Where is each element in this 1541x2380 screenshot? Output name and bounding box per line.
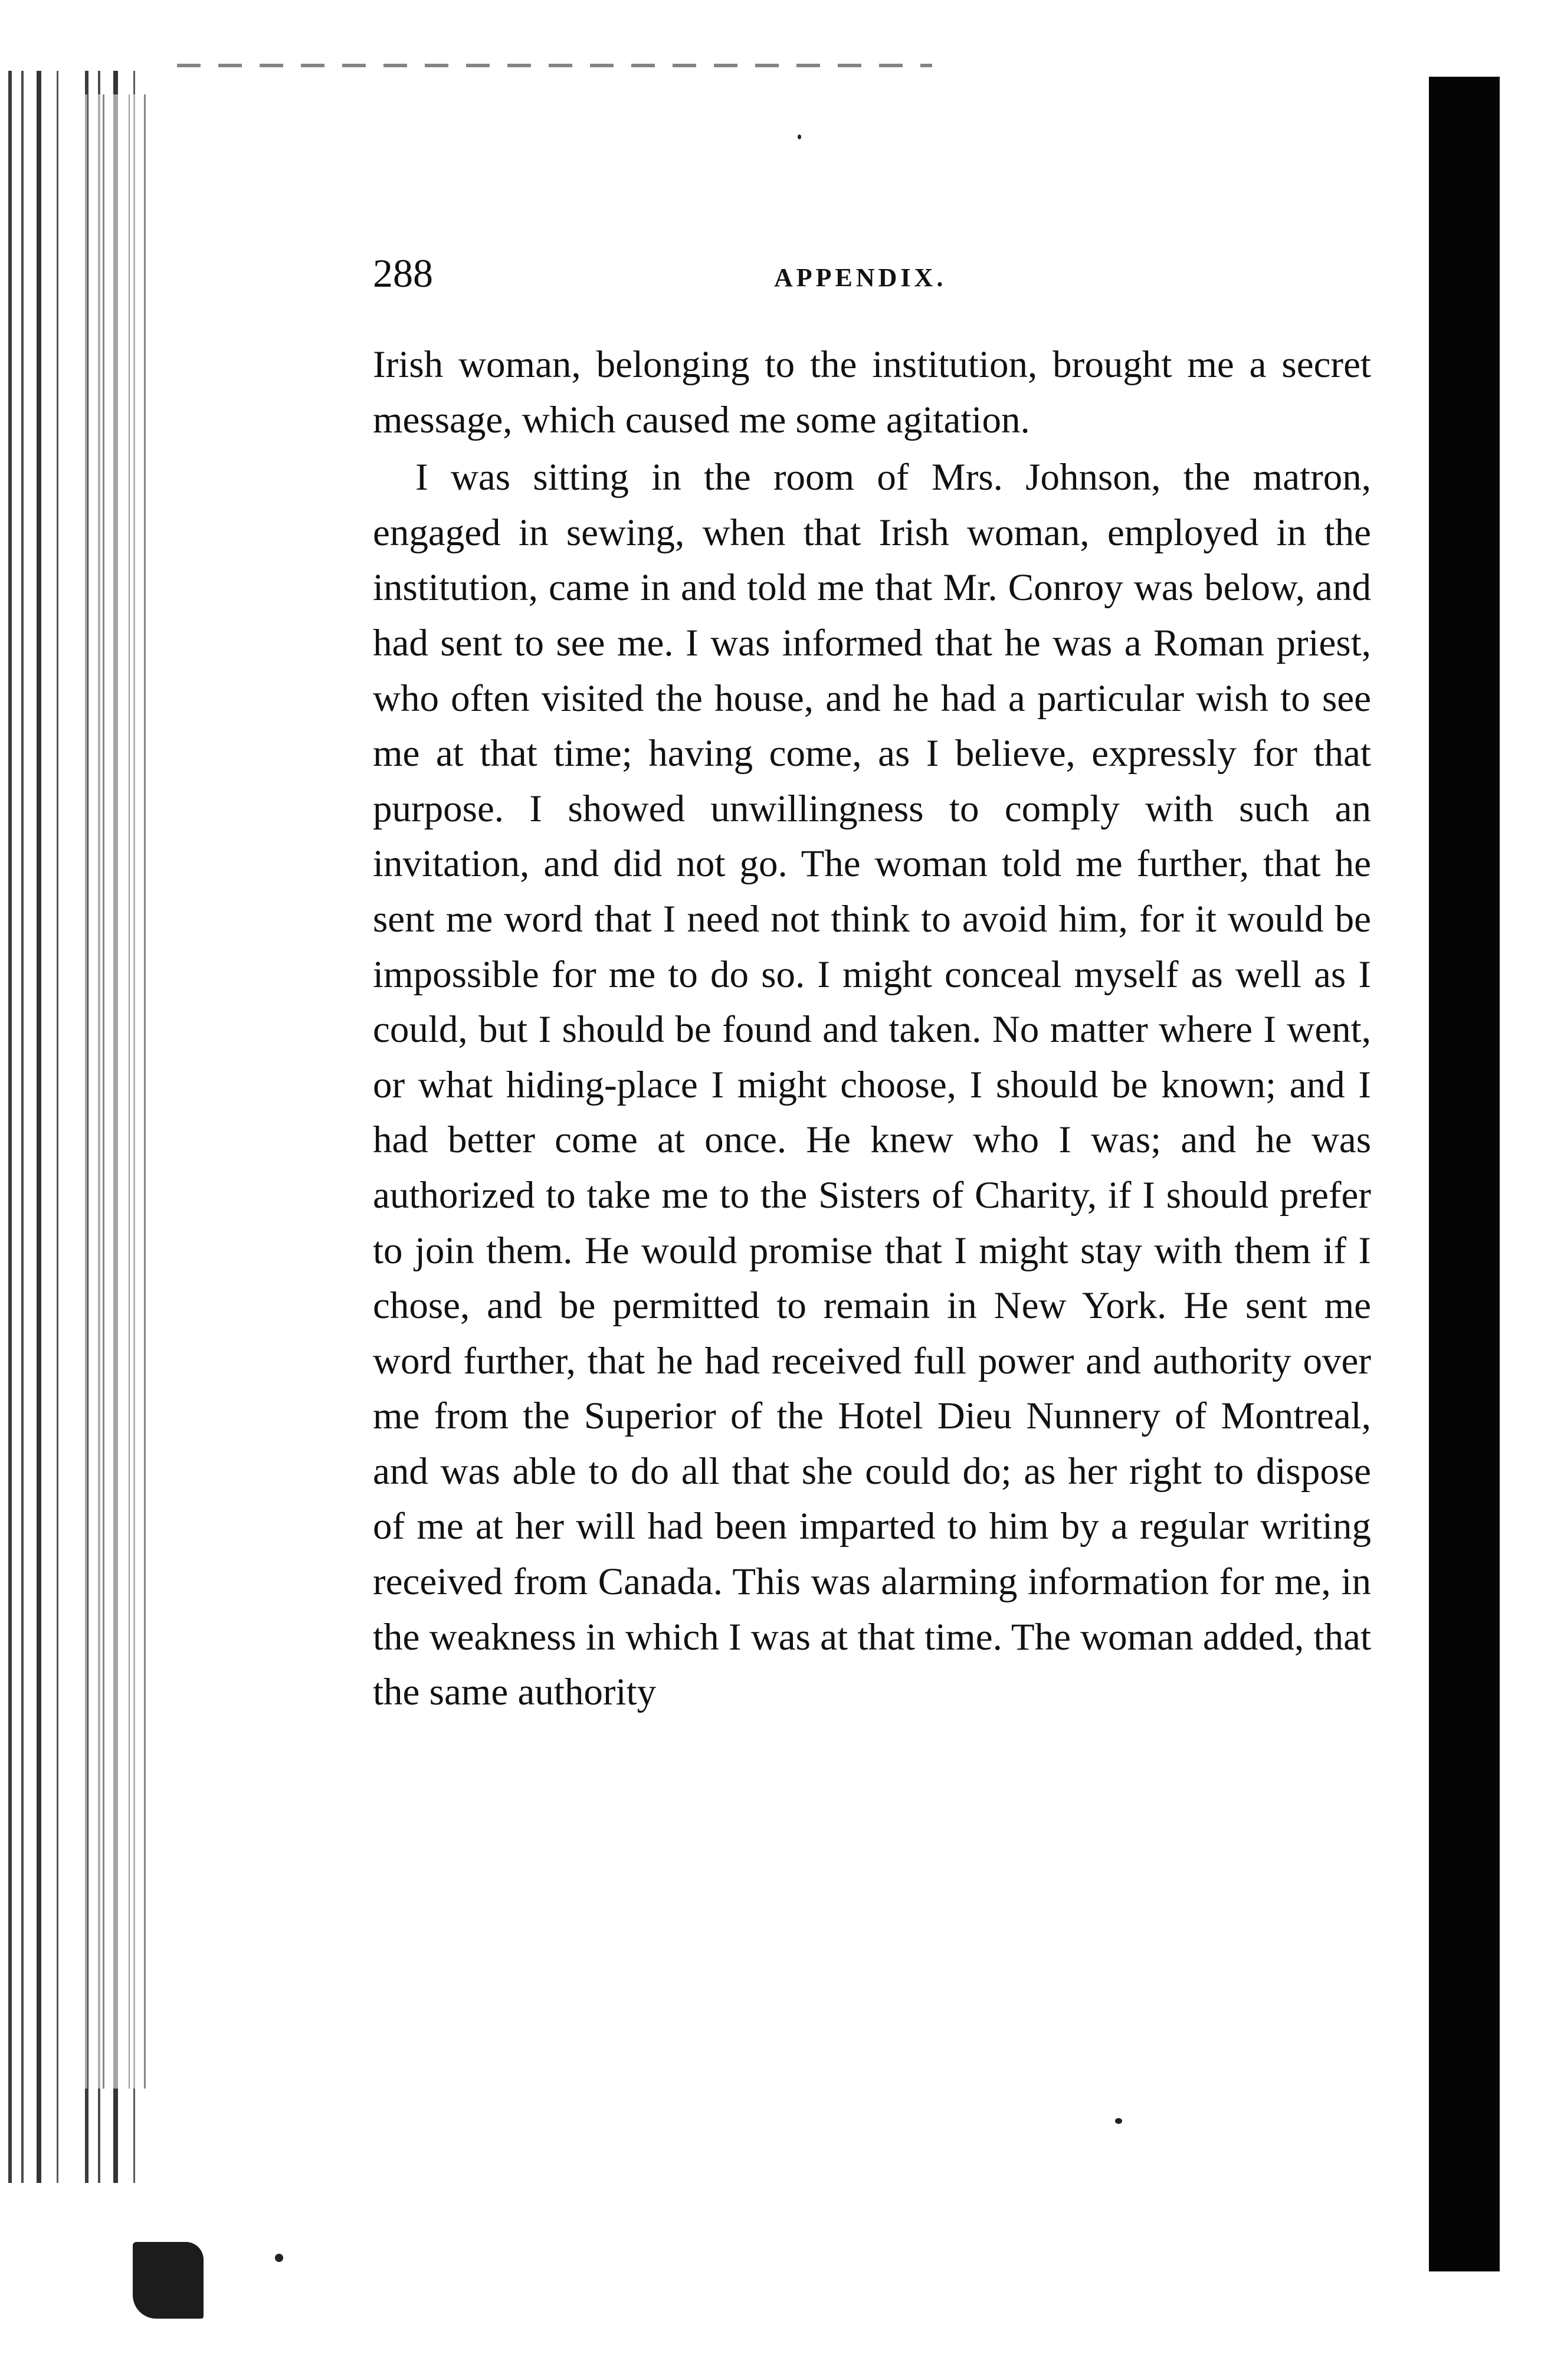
running-head <box>373 247 1376 300</box>
binding-shadow-inner <box>77 94 159 2089</box>
scan-speck <box>275 2254 283 2262</box>
body-text <box>373 337 1371 1720</box>
paragraph-2: I was sitting in the room of Mrs. Johnson, the matron, engaged in sewing, when that Irish woman, employed in the institution, came in and told me that Mr. Conroy was below, and had sent to see me. I was informed that he was a Roman priest, who often visited the house, and he had a particular wish to see me at that time; having come, as I believe, expressly for that purpose. I showed unwillingness to comply with such an invitation, and did not go. The woman told me further, that he sent me word that I need not think to avoid him, for it would be impossible for me to do so. I might conceal myself as well as I could, but I should be found and taken. No matter where I went, or what hiding-place I might choose, I should be known; and I had better come at once. He knew who I was; and he was authorized to take me to the Sisters of Charity, if I should prefer to join them. He would promise that I might stay with them if I chose, and be permitted to remain in New York. He sent me word further, that he had received full power and authority over me from the Superior of the Hotel Dieu Nunnery of Montreal, and was able to do all that she could do; as her right to dispose of me at her will had been imparted to him by a regular writing received from Canada. This was alarming information for me, in the weakness in which I was at that time. The woman added, that the same authority <box>373 456 1371 1714</box>
running-head-title: APPENDIX. <box>774 263 947 292</box>
paragraph-1: Irish woman, belonging to the institution, brought me a secret message, which caused me some agitation. <box>373 343 1371 441</box>
page-number: 288 <box>373 251 433 296</box>
ink-blot <box>133 2242 204 2319</box>
page-edge-bar <box>1429 77 1500 2271</box>
book-page <box>373 0 1388 2380</box>
